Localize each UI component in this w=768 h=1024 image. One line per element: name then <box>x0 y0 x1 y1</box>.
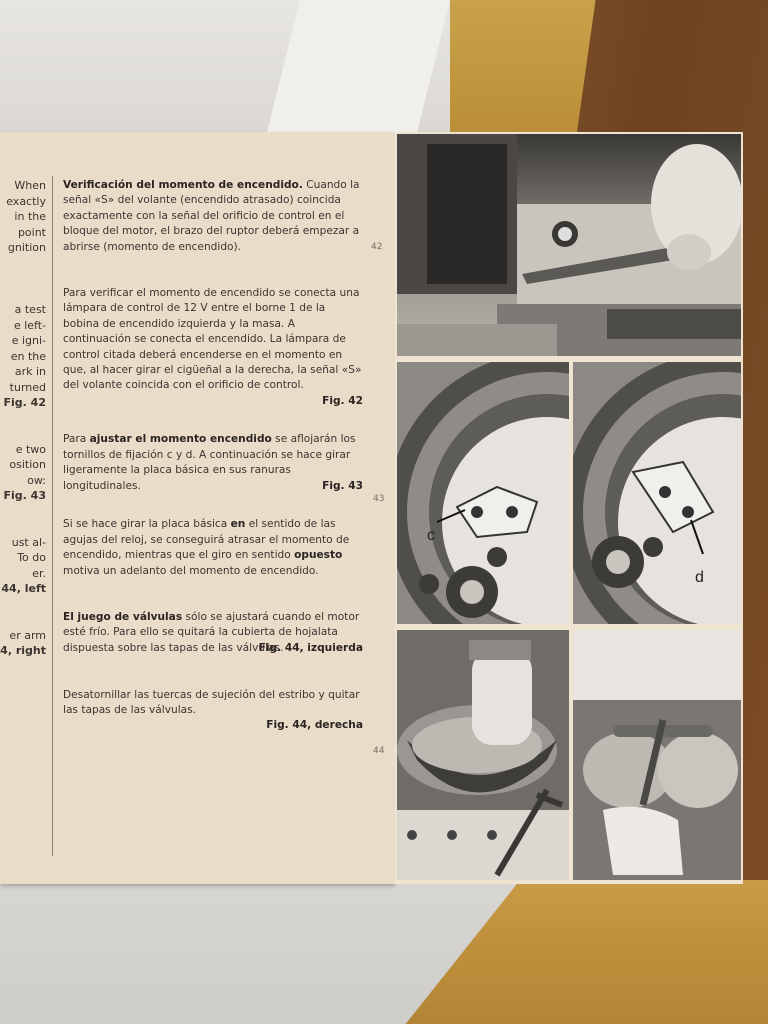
prev-page-line: e two <box>15 442 46 456</box>
prev-page-line: 44, left <box>1 582 46 595</box>
prev-page-line: turned <box>9 380 46 394</box>
paragraph-lead: Verificación del momento de encendido. <box>63 179 303 191</box>
prev-page-line: er. <box>32 566 46 580</box>
prev-page-line: e igni- <box>11 334 46 347</box>
label-c: c <box>427 527 435 544</box>
prev-page-line: Fig. 42 <box>3 396 46 409</box>
prev-page-line: ark in <box>14 365 46 378</box>
prev-page-line <box>0 504 46 520</box>
photo-fig-44-right <box>573 630 741 880</box>
prev-page-line: in the <box>14 210 46 223</box>
prev-page-line <box>0 519 46 535</box>
column-divider <box>52 176 53 856</box>
paragraph-text: Cuando la señal «S» del volante (encendido atrasado) coincida exactamente con la señal del orificio de control en el bloque del motor, el brazo del ruptor deberá empezar a abrirse (momento de encendido). <box>63 179 360 253</box>
paragraph-text: motiva un adelanto del momento de encendido. <box>63 564 319 577</box>
prev-page-line <box>0 256 46 272</box>
paragraph-remove-caps <box>63 688 363 719</box>
label-d: d <box>695 569 704 586</box>
fig-ref-43: Fig. 43 <box>322 479 363 492</box>
prev-page-line: e left- <box>13 318 46 332</box>
prev-page-line: To do <box>17 551 46 564</box>
paragraph-text: Si se hace girar la placa básica <box>63 518 231 531</box>
paragraph-text: Desatornillar las tuercas de sujeción del estribo y quitar las tapas de las válvulas. <box>63 688 360 716</box>
prev-page-line: exactly <box>6 194 46 208</box>
fig-ref-44-right: Fig. 44, derecha <box>266 719 363 732</box>
prev-page-line: a test <box>14 303 46 316</box>
prev-page-line: 4, right <box>0 644 46 657</box>
prev-page-line <box>0 287 46 303</box>
page-number-43: 43 <box>373 494 385 504</box>
prev-page-line: en the <box>10 349 46 363</box>
photo-fig-43-right <box>573 362 741 624</box>
paragraph-text: el sentido de las agujas del reloj, se conseguirá atrasar el momento de encendido, mientras que el giro en sentido <box>63 518 350 562</box>
paragraph-bold: en <box>230 518 246 531</box>
prev-page-line <box>0 426 46 442</box>
paragraph-rotate-plate <box>63 517 363 579</box>
paragraph-bold: opuesto <box>294 549 343 562</box>
prev-page-line: gnition <box>7 241 46 254</box>
right-page <box>395 132 743 884</box>
paragraph-text: sólo se ajustará cuando el motor esté frío. Para ello se quitará la cubierta de hojalata dispuesta sobre las tapas de las válvulas. <box>63 610 360 654</box>
fig-ref-42: Fig. 42 <box>322 394 363 407</box>
paragraph-text: Para <box>63 433 90 446</box>
photo-fig-43-left <box>397 362 569 624</box>
prev-page-line <box>0 612 46 628</box>
paragraph-text: se aflojarán los tornillos de fijación c y d. A continuación se hace girar ligeramente la placa básica en sus ranuras longitudinales. <box>63 433 356 492</box>
prev-page-line: point <box>17 225 46 239</box>
text-column <box>63 178 363 734</box>
left-page <box>0 132 395 884</box>
paragraph-text: Para verificar el momento de encendido se conecta una lámpara de control de 12 V entre el borne 1 de la bobina de encendido izquierda y la masa. A continuación se conecta el encendido. La lámpara de control citada deberá encenderse en el momento en que, al hacer girar el cigüeñal a la derecha, la señal «S» del volante coincida con el orificio de control. <box>63 287 362 392</box>
fig-ref-44-left: Fig. 44, izquierda <box>258 642 363 655</box>
page-number-42: 42 <box>371 242 383 252</box>
prev-page-line <box>0 597 46 613</box>
prev-page-line <box>0 271 46 287</box>
prev-page-line <box>0 411 46 427</box>
prev-page-line: ust al- <box>11 535 46 549</box>
prev-page-line: Fig. 43 <box>3 489 46 502</box>
previous-page-column <box>0 178 46 878</box>
paragraph-lead: El juego de válvulas <box>63 610 183 623</box>
photo-fig-42 <box>397 134 741 356</box>
page-number-44: 44 <box>373 746 385 756</box>
prev-page-line: ow: <box>27 473 46 487</box>
paragraph-control-lamp <box>63 286 363 394</box>
prev-page-line: er arm <box>9 628 46 642</box>
paragraph-lead: ajustar el momento encendido <box>89 433 272 446</box>
photo-fig-44-left <box>397 630 569 880</box>
paragraph-timing-check <box>63 178 363 255</box>
prev-page-line: When <box>14 179 46 192</box>
prev-page-line: osition <box>9 458 46 471</box>
